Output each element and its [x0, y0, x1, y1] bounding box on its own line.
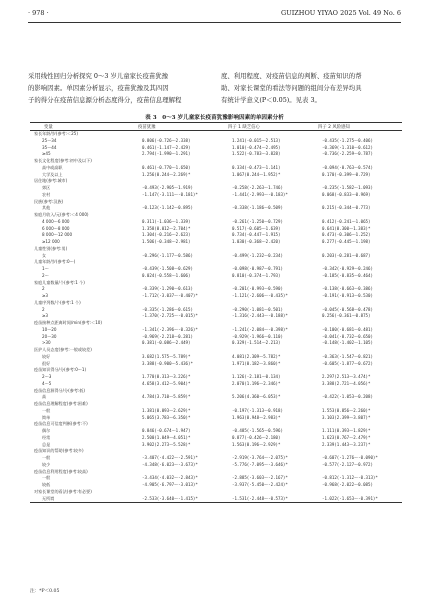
table-group-row: [30, 421, 402, 428]
table-group-row: [30, 212, 402, 219]
value-cell: 0.256(-0.361～0.875): [322, 313, 371, 319]
table-row: [30, 361, 402, 368]
paragraph-line: 子的得分在疫苗信息源分析态度得分，疫苗信息理解程: [28, 96, 182, 105]
value-cell: [312, 280, 402, 287]
table-group-row: [30, 131, 402, 138]
variable-cell: 10～20: [42, 326, 57, 332]
table-row: [30, 435, 402, 442]
value-cell: -0.041(-0.732～0.650): [322, 333, 373, 339]
table-row: [30, 165, 402, 172]
value-cell: -0.369(-1.310～0.612): [322, 144, 373, 150]
value-cell: -0.138(-0.663～0.386): [322, 286, 373, 292]
value-cell: 1.522(-0.783～3.828): [232, 151, 281, 157]
value-cell: [222, 131, 312, 138]
table-row: [30, 482, 402, 489]
variable-cell: 疫苗知识的帮助(参考:较多): [34, 448, 84, 454]
value-cell: [222, 199, 312, 206]
value-cell: [312, 178, 402, 185]
variable-cell: 疫苗信息理解程度(参考:困难): [34, 401, 88, 406]
value-cell: [132, 401, 222, 408]
value-cell: [312, 199, 402, 206]
value-cell: 4.081(2.309～5.782)*: [232, 353, 281, 359]
table-row: [30, 266, 402, 273]
value-cell: [132, 259, 222, 266]
variable-cell: 35～44: [42, 144, 57, 150]
table-footnote: 注：*P＜0.05: [30, 589, 60, 594]
value-cell: 0.334(-0.473～1.141): [232, 164, 281, 170]
journal-name: GUIZHOU YIYAO 2025 Vol. 49 No. 6: [281, 9, 401, 17]
value-cell: 1.971(0.182～3.860)*: [232, 360, 281, 366]
variable-cell: 4～5: [42, 380, 52, 386]
value-cell: 0.517(-0.605～1.639): [232, 225, 281, 231]
value-cell: 2.794(-1.990～1.291): [142, 151, 191, 157]
value-cell: 0.461(-1.147～2.429): [142, 144, 191, 150]
variable-cell: 疫苗信息可信度判断(参考:不): [34, 421, 88, 427]
variable-cell: 疫苗信息利用程度(参考:较高): [34, 468, 88, 474]
value-cell: -1.341(-2.396～-0.326)*: [142, 326, 198, 332]
variable-cell: 居住地(参考:城市): [34, 178, 68, 184]
table-group-row: [30, 489, 402, 496]
value-cell: [222, 246, 312, 253]
value-cell: -3.434(-4.032～-2.843)*: [142, 475, 198, 481]
value-cell: 3.388(-0.900～5.436)*: [142, 360, 193, 366]
value-cell: -0.185(-0.835～0.464): [322, 272, 373, 278]
value-cell: -2.533(-3.640～-1.415)*: [132, 496, 222, 503]
table-row: [30, 226, 402, 233]
paragraph-line: 的影响因素。单因素分析显示，疫苗犹豫及其四因: [28, 84, 169, 93]
value-cell: -0.338(-1.186～0.509): [232, 205, 283, 211]
value-cell: [132, 469, 222, 476]
value-cell: -0.422(-1.053～0.208): [322, 394, 373, 400]
value-cell: 0.311(-1.036～1.339): [142, 218, 191, 224]
variable-cell: 一般: [42, 475, 51, 481]
table-group-row: [30, 401, 402, 408]
table-row: [30, 381, 402, 388]
variable-cell: 经常: [42, 434, 51, 440]
value-cell: [312, 347, 402, 354]
variable-cell: 医护人员态度(参考:一般或较差): [34, 347, 92, 352]
value-cell: 3.902(2.273～5.528)*: [142, 441, 191, 447]
value-cell: 0.412(-0.241～1.065): [322, 218, 371, 224]
table-caption: 表 3 0～3 岁儿童家长疫苗犹豫影响因素的单因素分析: [145, 115, 284, 121]
value-cell: -1.531(-2.448～-0.573)*: [222, 496, 312, 503]
table-row: [30, 340, 402, 347]
variable-cell: 大学及以上: [42, 171, 63, 177]
value-cell: [222, 280, 312, 287]
table-row: [30, 428, 402, 435]
variable-cell: 一般: [42, 455, 51, 460]
table-group-row: [30, 448, 402, 455]
variable-cell: 4 000～6 000: [42, 218, 70, 224]
variable-cell: 家庭月收入/元(参考:＜4 000): [34, 212, 89, 217]
value-cell: -1.147(-3.111～-0.181)*: [142, 191, 198, 197]
variable-cell: 2: [42, 286, 45, 292]
table-group-row: [30, 347, 402, 354]
table-group-row: [30, 259, 402, 266]
table-row: [30, 145, 402, 152]
value-cell: [222, 300, 312, 307]
value-cell: -0.335(-1.286～0.615): [142, 306, 193, 312]
value-cell: -2.919(-3.764～-2.075)*: [232, 455, 288, 460]
value-cell: [222, 401, 312, 408]
table-row: [30, 415, 402, 422]
value-cell: -0.290(-1.081～0.501): [232, 306, 283, 312]
value-cell: 0.846(-0.674～1.947): [142, 428, 191, 433]
table-group-row: [30, 388, 402, 395]
value-cell: -0.098(-0.987～0.791): [232, 266, 283, 271]
variable-cell: 疫苗接种点距离时间/min(参考:＜10): [34, 320, 103, 325]
table-group-row: [30, 469, 402, 476]
value-cell: [132, 178, 222, 185]
table-row: [30, 205, 402, 212]
table-row: [30, 455, 402, 462]
value-cell: -2.885(-3.603～-2.167)*: [232, 475, 288, 481]
value-cell: -0.100(-0.681～0.481): [322, 326, 373, 332]
value-cell: 1.623(0.767～2.479)*: [322, 434, 371, 440]
value-cell: [132, 421, 222, 428]
table-header-row: [30, 123, 402, 131]
variable-cell: 20～30: [42, 333, 57, 339]
value-cell: -0.339(-1.290～0.613): [142, 286, 193, 292]
value-cell: -0.094(-0.763～0.574): [322, 164, 373, 170]
value-cell: -0.485(-1.565～0.596): [232, 428, 283, 433]
value-cell: 1.304(-0.216～2.623): [142, 232, 191, 238]
value-cell: -5.776(-7.095～-3.646)*: [232, 461, 288, 467]
value-cell: [132, 280, 222, 287]
value-cell: -0.812(-1.312～-0.313)*: [322, 475, 378, 481]
value-cell: [312, 212, 402, 219]
value-cell: [312, 246, 402, 253]
value-cell: 5.206(4.360～6.053)*: [232, 394, 281, 400]
page-number: · 978 ·: [28, 9, 49, 17]
value-cell: [312, 320, 402, 327]
value-cell: -0.929(-1.966～0.110): [232, 333, 283, 339]
table-group-row: [30, 199, 402, 206]
table-row: [30, 192, 402, 199]
variable-cell: 1～: [42, 266, 49, 271]
table-row: [30, 475, 402, 482]
variable-cell: 2: [42, 306, 45, 312]
table-row: [30, 408, 402, 415]
value-cell: [132, 388, 222, 395]
value-cell: [222, 421, 312, 428]
variable-cell: 6 000～8 000: [42, 225, 70, 231]
variable-cell: 较好: [42, 353, 51, 359]
value-cell: -0.123(-1.142～0.895): [142, 205, 193, 211]
value-cell: 4.658(3.412～5.904)*: [142, 380, 191, 386]
value-cell: 0.329(-1.514～2.213): [232, 340, 281, 346]
variable-cell: 民族(参考:汉族): [34, 198, 64, 204]
value-cell: -0.499(-1.232～0.234): [232, 252, 283, 258]
variable-cell: 其他: [42, 205, 51, 211]
table-row: [30, 442, 402, 449]
value-cell: 0.203(-0.281～0.687): [322, 252, 371, 258]
value-cell: -0.363(-1.547～0.821): [322, 353, 373, 359]
value-cell: 1.963(0.948～2.983)*: [232, 414, 281, 420]
value-cell: 0.734(-0.447～1.915): [232, 232, 281, 238]
variable-cell: 总是: [42, 441, 51, 447]
value-cell: 2.070(1.196～2.346)*: [232, 380, 281, 386]
variable-cell: 简单: [42, 414, 51, 420]
value-cell: 0.024(-0.558～1.606): [142, 272, 191, 278]
intro-left-column: [28, 70, 212, 107]
variable-cell: 家庭儿童数量/个(参考:1 个): [34, 279, 85, 285]
value-cell: 2.339(1.443～3.237)*: [322, 441, 371, 447]
value-cell: 1.506(-0.348～2.981): [142, 239, 191, 244]
value-cell: [312, 131, 402, 138]
value-cell: [132, 320, 222, 327]
value-cell: -0.148(-1.402～1.105): [322, 340, 373, 346]
value-cell: 1.256(0.244～2.269)*: [142, 171, 191, 177]
table-group-row: [30, 367, 402, 374]
paragraph-line: 助、对家长课堂的看法等问题的组间分布差异均具: [221, 84, 362, 93]
table-row: [30, 185, 402, 192]
value-cell: [312, 367, 402, 374]
variable-cell: 对家长课堂的看法(参考:有必要): [34, 488, 92, 494]
table-group-row: [30, 280, 402, 287]
value-cell: 0.381(-0.086～2.449): [142, 340, 191, 346]
value-cell: -1.022(-1.653～-0.391)*: [312, 496, 402, 503]
variable-cell: >30: [42, 340, 51, 346]
value-cell: [312, 469, 402, 476]
univariate-analysis-table: [30, 122, 402, 503]
running-header: [28, 9, 401, 21]
value-cell: 0.215(-0.344～0.773): [322, 205, 371, 211]
variable-cell: ≥12 000: [42, 239, 60, 244]
value-cell: -0.493(-2.905～1.919): [142, 185, 193, 190]
value-cell: -1.370(-2.725～-0.015)*: [142, 313, 198, 319]
value-cell: 0.170(-0.399～0.729): [322, 171, 371, 177]
column-header-factor1: 四子 1 缺乏信心: [222, 123, 312, 131]
value-cell: 1.126(-2.181～0.134): [232, 374, 281, 379]
table-row: [30, 286, 402, 293]
variable-cell: 儿童年龄/岁(参考:0～): [34, 259, 76, 265]
paragraph-line: 采用线性回归分析探究 0～3 岁儿童家长疫苗犹豫: [28, 72, 169, 80]
table-group-row: [30, 178, 402, 185]
value-cell: [132, 300, 222, 307]
table-row: [30, 354, 402, 361]
table-row: [30, 394, 402, 401]
value-cell: [222, 367, 312, 374]
value-cell: 3.388(2.721～4.056)*: [322, 380, 371, 386]
value-cell: 0.068(-0.833～0.969): [322, 191, 371, 197]
value-cell: 0.277(-0.445～1.198): [322, 239, 371, 244]
variable-cell: ≥45: [42, 151, 51, 157]
table-row: [30, 253, 402, 260]
variable-cell: 25～34: [42, 137, 57, 143]
value-cell: [312, 489, 402, 496]
value-cell: 2.500(1.049～4.051)*: [142, 434, 191, 440]
value-cell: 1.381(0.093～2.629)*: [142, 407, 191, 413]
value-cell: -1.241(-2.084～-0.398)*: [232, 326, 288, 332]
value-cell: [132, 246, 222, 253]
value-cell: [222, 469, 312, 476]
variable-cell: 很好: [42, 360, 51, 366]
value-cell: -0.969(-2.218～0.281): [142, 333, 193, 339]
table-row: [30, 374, 402, 381]
value-cell: 2.297(2.513～3.474)*: [322, 374, 371, 379]
value-cell: [312, 158, 402, 165]
value-cell: -0.342(-0.929～0.246): [322, 266, 373, 271]
value-cell: 0.806(-0.726～2.338): [142, 137, 191, 143]
value-cell: -4.348(-6.023～-3.673)*: [142, 461, 198, 467]
value-cell: [222, 388, 312, 395]
value-cell: 0.473(-0.306～1.252): [322, 232, 371, 238]
variable-cell: ≥3: [42, 313, 49, 319]
value-cell: -0.261(-1.250～0.729): [232, 218, 283, 224]
value-cell: -1.712(-3.037～-0.407)*: [142, 293, 198, 298]
column-header-factor2: 四子 2 风险感知: [312, 123, 402, 131]
value-cell: [312, 401, 402, 408]
value-cell: [312, 300, 402, 307]
value-cell: [222, 178, 312, 185]
value-cell: [222, 259, 312, 266]
value-cell: [132, 489, 222, 496]
variable-cell: 无所谓: [30, 496, 132, 503]
value-cell: -0.435(-1.275～0.406): [322, 137, 373, 143]
table-row: [30, 334, 402, 341]
table-row: [30, 462, 402, 469]
value-cell: [312, 388, 402, 395]
value-cell: -1.121(-2.606～-0.435)*: [232, 293, 288, 298]
value-cell: 1.241(-0.015～2.513): [232, 137, 281, 143]
table-group-row: [30, 300, 402, 307]
value-cell: -0.296(-1.177～0.586): [142, 252, 193, 258]
value-cell: [132, 448, 222, 455]
variable-cell: 8 000～12 000: [42, 232, 73, 238]
table-row: [30, 307, 402, 314]
table-row: [30, 232, 402, 239]
table-row: [30, 172, 402, 179]
value-cell: [312, 421, 402, 428]
value-cell: [132, 212, 222, 219]
value-cell: [222, 347, 312, 354]
table-row: [30, 219, 402, 226]
value-cell: [222, 320, 312, 327]
value-cell: 1.030(-0.368～2.420): [232, 239, 281, 244]
value-cell: 5.065(3.783～6.350)*: [142, 414, 191, 420]
table-group-row: [30, 158, 402, 165]
value-cell: -0.439(-1.508～0.629): [142, 266, 193, 271]
value-cell: 1.770(0.313～3.226)*: [142, 374, 191, 379]
value-cell: [312, 448, 402, 455]
header-rule: [28, 22, 401, 23]
variable-cell: 家长年龄/岁(参考:＜25): [34, 131, 78, 136]
table-row: [30, 239, 402, 246]
value-cell: -0.201(-0.993～0.590): [232, 286, 283, 292]
intro-right-column: [221, 70, 401, 107]
variable-cell: 高中或高职: [42, 164, 63, 170]
table-row: [30, 327, 402, 334]
variable-cell: 一般: [42, 407, 51, 413]
value-cell: 0.810(-0.374～1.793): [232, 272, 281, 278]
value-cell: -0.258(-2.263～1.746): [232, 185, 283, 190]
value-cell: 0.641(0.300～1.383)*: [322, 225, 371, 231]
value-cell: -0.235(-1.582～1.093): [322, 185, 373, 190]
value-cell: 1.010(-0.474～2.495): [232, 144, 281, 150]
table-group-row: [30, 246, 402, 253]
table-row: [30, 496, 402, 503]
variable-cell: 疫苗信息源得分/分(参考:低): [34, 387, 85, 393]
value-cell: -3.407(-4.422～-2.591)*: [142, 455, 198, 460]
value-cell: -0.605(-1.877～0.672): [322, 360, 373, 366]
value-cell: -0.045(-0.568～0.478): [322, 306, 373, 312]
table-group-row: [30, 320, 402, 327]
value-cell: -3.937(-5.450～-2.424)*: [232, 482, 288, 487]
variable-cell: 疫苗知识得分/分(参考:0～1): [34, 367, 87, 373]
value-cell: -1.316(-2.443～-0.188)*: [232, 313, 288, 319]
table-row: [30, 273, 402, 280]
paragraph-line: 有统计学意义(P＜0.05)。见表 3。: [221, 96, 321, 105]
value-cell: [222, 158, 312, 165]
value-cell: [132, 131, 222, 138]
variable-cell: 2～: [42, 272, 49, 278]
value-cell: [132, 367, 222, 374]
value-cell: 1.553(0.856～2.260)*: [322, 407, 371, 413]
table-row: [30, 293, 402, 300]
column-header-variable: 变量: [30, 123, 132, 131]
variable-cell: 儿童序列数/个(参考:1 个): [34, 299, 81, 305]
value-cell: 3.682(1.575～5.789)*: [142, 353, 191, 359]
value-cell: [132, 158, 222, 165]
value-cell: -0.191(-0.913～0.530): [322, 293, 373, 298]
variable-cell: 家长文化程度(参考:初中及以下): [34, 158, 92, 163]
value-cell: -4.905(-6.797～-3.013)*: [142, 482, 198, 487]
value-cell: [312, 259, 402, 266]
value-cell: 1.358(0.012～2.704)*: [142, 225, 191, 231]
variable-cell: 高: [42, 394, 47, 400]
value-cell: 1.111(0.393～1.829)*: [322, 428, 371, 433]
variable-cell: 偶尔: [42, 428, 51, 433]
variable-cell: 2～3: [42, 374, 52, 379]
value-cell: -0.968(-2.022～0.085): [322, 482, 373, 487]
value-cell: 4.784(3.710～5.859)*: [142, 394, 191, 400]
value-cell: -0.577(-2.127～0.972): [322, 461, 373, 467]
value-cell: [132, 347, 222, 354]
value-cell: [132, 199, 222, 206]
variable-cell: 儿童性别(参考:男): [34, 245, 68, 251]
column-header-hesitancy: 疫苗犹豫: [132, 123, 222, 131]
table-row: [30, 138, 402, 145]
variable-cell: 较低: [42, 482, 51, 487]
value-cell: 1.067(0.244～1.952)*: [232, 171, 281, 177]
variable-cell: ≥3: [42, 293, 49, 298]
paragraph-line: 度、利用程度、对疫苗信息的判断、疫苗知识的帮: [221, 72, 362, 80]
value-cell: -0.607(-1.276～-0.090)*: [322, 455, 378, 460]
value-cell: 3.103(2.399～3.807)*: [322, 414, 371, 420]
value-cell: 0.461(-0.770～1.650): [142, 164, 191, 170]
table-row: [30, 313, 402, 320]
value-cell: -1.441(-2.993～-0.183)*: [232, 191, 288, 197]
value-cell: -0.736(-2.259～0.787): [322, 151, 373, 157]
value-cell: [222, 489, 312, 496]
variable-cell: 较少: [42, 461, 51, 467]
variable-cell: 农村: [42, 191, 51, 197]
variable-cell: 郊区: [42, 185, 51, 190]
value-cell: [222, 212, 312, 219]
value-cell: 0.877(-0.426～2.180): [232, 434, 281, 440]
variable-cell: 女: [42, 252, 47, 258]
value-cell: 1.563(0.196～2.929)*: [232, 441, 281, 447]
value-cell: [222, 448, 312, 455]
table-row: [30, 151, 402, 158]
value-cell: -0.197(-1.313～0.918): [232, 407, 283, 413]
